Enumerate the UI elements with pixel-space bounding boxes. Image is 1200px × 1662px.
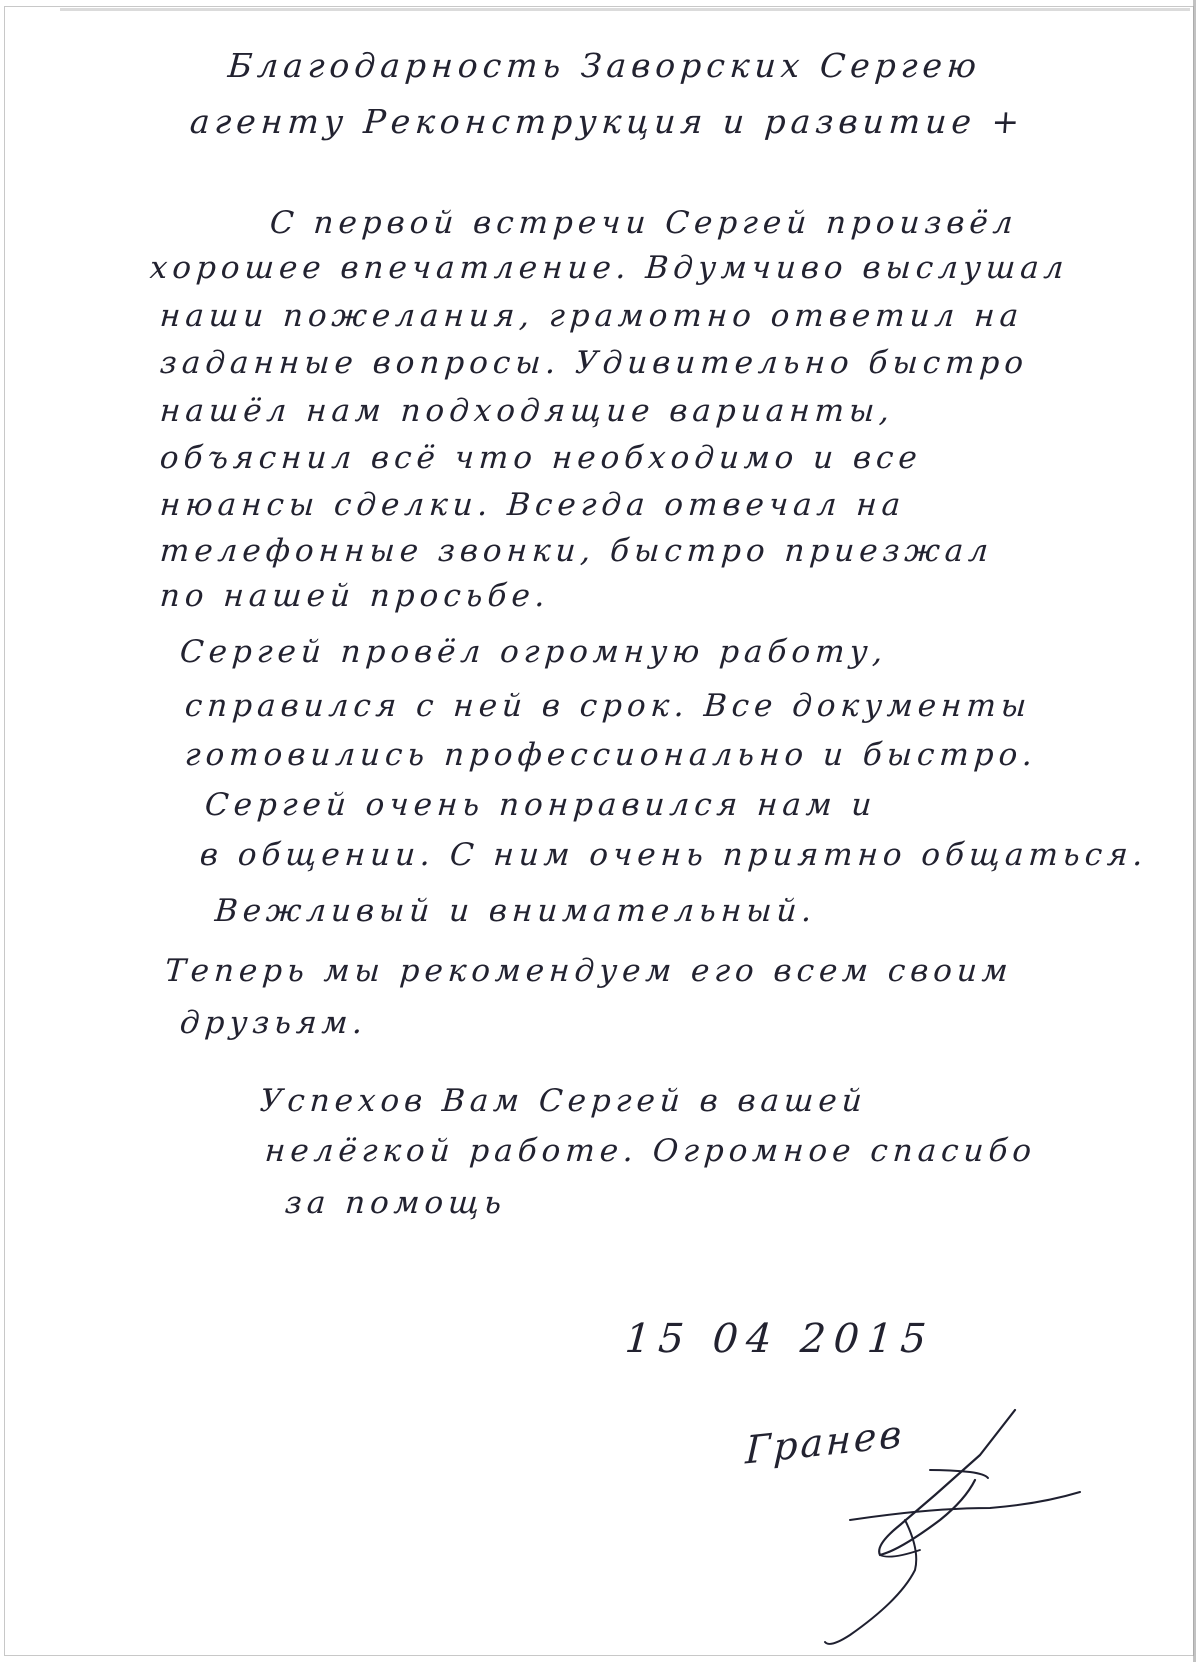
paragraph-4-line-2: нелёгкой работе. Огромное спасибо [263, 1133, 1038, 1169]
scan-edge-shadow-top [60, 8, 1190, 11]
letter-heading-line-1: Благодарность Заворских Сергею [226, 46, 983, 85]
paragraph-2-line-2: справился с ней в срок. Все документы [183, 688, 1033, 724]
paragraph-3-line-1: Теперь мы рекомендуем его всем своим [163, 953, 1014, 989]
paragraph-2-line-1: Сергей провёл огромную работу, [178, 634, 889, 670]
signature-block [730, 1400, 1130, 1650]
letter-heading-line-2: агенту Реконструкция и развитие + [188, 102, 1026, 141]
paragraph-1-line-1: С первой встречи Сергей произвёл [268, 205, 1019, 241]
paragraph-1-line-4: заданные вопросы. Удивительно быстро [158, 345, 1030, 381]
paragraph-1-line-3: наши пожелания, грамотно ответил на [158, 298, 1025, 334]
paragraph-4-line-3: за помощь [283, 1185, 508, 1221]
paragraph-2-line-6: Вежливый и внимательный. [213, 893, 818, 929]
paragraph-2-line-4: Сергей очень понравился нам и [203, 787, 878, 823]
paragraph-1-line-5: нашёл нам подходящие варианты, [158, 393, 896, 429]
paragraph-1-line-8: телефонные звонки, быстро приезжал [158, 533, 995, 569]
paragraph-1-line-2: хорошее впечатление. Вдумчиво выслушал [148, 250, 1070, 286]
signature-name: Гранев [744, 1411, 906, 1473]
paragraph-2-line-5: в общении. С ним очень приятно общаться. [198, 837, 1149, 873]
letter-date: 15 04 2015 [623, 1316, 936, 1362]
paragraph-4-line-1: Успехов Вам Сергей в вашей [258, 1083, 869, 1119]
scan-edge-shadow-right [1193, 0, 1196, 1662]
paragraph-3-line-2: друзьям. [178, 1005, 369, 1041]
paragraph-1-line-9: по нашей просьбе. [158, 578, 552, 614]
paragraph-2-line-3: готовились профессионально и быстро. [183, 737, 1039, 773]
signature-scribble [730, 1400, 1130, 1650]
paragraph-1-line-6: объяснил всё что необходимо и все [158, 440, 924, 476]
paragraph-1-line-7: нюансы сделки. Всегда отвечал на [158, 487, 907, 523]
